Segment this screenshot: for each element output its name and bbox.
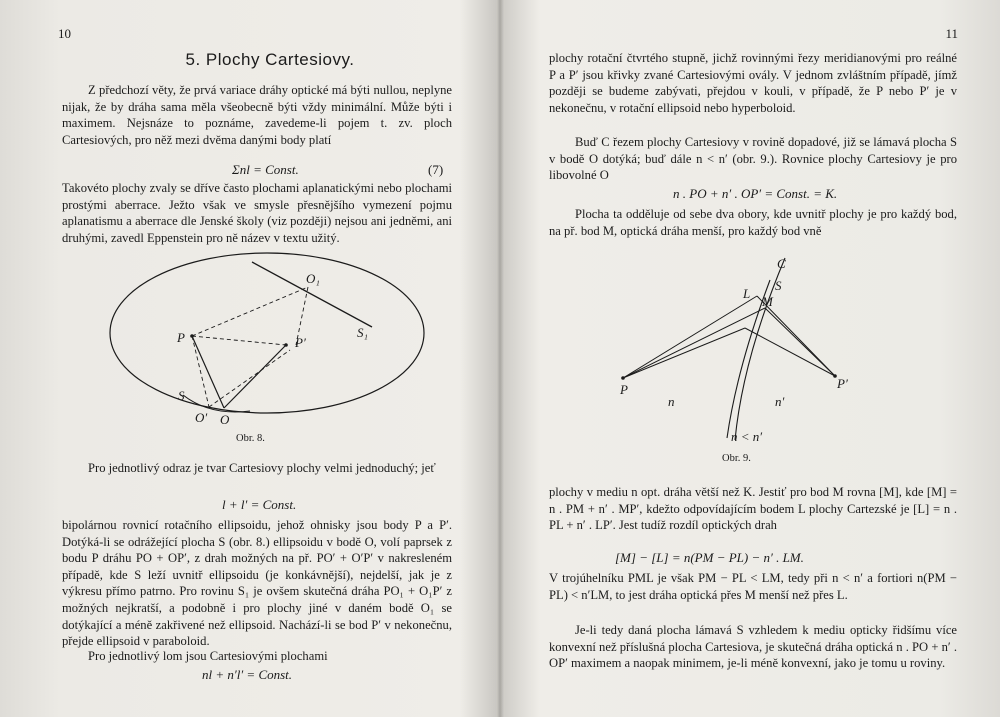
- paragraph: bipolárnou rovnicí rotačního ellipsoidu, jehož ohnisky jsou body P a P′. Dotýká-li se odrážející plocha S (obr. 8.) ellipsoidu v bodě O, volí paprsek z bodu P dráhu PO + OP′, z drah možných na př. PO′ + O′P′ v nakresleném případě, kde S leží uvnitř ellipsoidu (je konkávnější), nejdelší, jak je z výkresu přímo patrno. Pro rovinu S₁ je ovšem skutečná dráha PO₁ + O₁P′ z možných nejkratší, a podobně i pro plochy jiné v daném bodě O₁ se dotýkající a méně zakřivené než ellipsoid. Nachází-li se bod P′ v nekonečnu, přejde ellipsoid v paraboloid.: [62, 518, 452, 649]
- label-l: L: [743, 286, 751, 301]
- label-p: P: [620, 382, 628, 397]
- page-number: 10: [58, 26, 71, 41]
- equation-cartesian: n . PO + n′ . OP′ = Const. = K.: [673, 186, 838, 201]
- figure-8-caption: Obr. 8.: [236, 433, 265, 444]
- label-n: n: [668, 394, 675, 409]
- paragraph: plochy v mediu n opt. dráha větší než K. Jestiť pro bod M rovna [M], kde [M] = n . PM + n′ . MP′, kdežto odpovídajícím bodem L plochy Cartezské je [L] = n . PL + n′ . LP′. Jest tudíž rozdíl optických drah: [549, 485, 957, 533]
- equation-number: (7): [428, 162, 444, 177]
- label-s: S: [178, 388, 185, 403]
- paragraph: V trojúhelníku PML je však PM − PL < LM, tedy při n < n′ a fortiori n(PM − PL) < n′LM, to jest dráha optická přes M menší než přes L.: [549, 571, 957, 602]
- paragraph: Je-li tedy daná plocha lámavá S vzhledem k mediu opticky řidšímu více konvexní než příslušná plocha Cartesiova, je skutečná dráha optická n . PO + n′ . OP′ maximem a naopak minimem, je-li méně konvexní, jako je tomu u roviny.: [549, 623, 957, 671]
- label-o1: O₁: [306, 271, 320, 286]
- label-m: M: [762, 294, 773, 309]
- paragraph: Plocha ta odděluje od sebe dva obory, kde uvnitř plochy je pro každý bod, na př. bod M, optická dráha menší, pro každý bod vně: [549, 207, 957, 238]
- figure-8: [0, 250, 495, 450]
- paragraph: Pro jednotlivý odraz je tvar Cartesiovy plochy velmi jednoduchý; jeť: [88, 461, 436, 475]
- equation-refraction: nl + n′l′ = Const.: [202, 667, 293, 682]
- label-p-prime: P′: [295, 335, 306, 350]
- left-page: [0, 0, 495, 717]
- paragraph: plochy rotační čtvrtého stupně, jichž rovinnými řezy meridianovými pro reálné P a P′ jsou křivky zvané Cartesiovými ovály. V jednom zvláštním případě, jímž později se budeme zabývati, přejdou v kouli, v případě, že P nebo P′ je v nekonečnu, v rotační ellipsoid nebo hyperboloid.: [549, 51, 957, 115]
- label-o: O: [220, 412, 230, 427]
- figure-9-caption: Obr. 9.: [722, 453, 751, 464]
- label-s1: S₁: [357, 325, 369, 340]
- right-page: [505, 0, 1000, 717]
- page-number: 11: [945, 26, 958, 41]
- label-o-prime: O′: [195, 410, 208, 425]
- equation-difference: [M] − [L] = n(PM − PL) − n′ . LM.: [615, 550, 804, 565]
- figure-9: [505, 248, 1000, 468]
- label-s: S: [775, 278, 782, 293]
- equation-reflection: l + l′ = Const.: [222, 497, 297, 512]
- label-condition: n < n′: [731, 429, 763, 444]
- label-c: C: [777, 256, 786, 271]
- label-n-prime: n′: [775, 394, 785, 409]
- label-p-prime: P′: [837, 376, 848, 391]
- equation-7: Σnl = Const.: [232, 162, 299, 177]
- section-heading: 5. Plochy Cartesiovy.: [185, 50, 355, 69]
- paragraph: Pro jednotlivý lom jsou Cartesiovými plochami: [88, 649, 328, 663]
- label-p: P: [177, 330, 185, 345]
- paragraph: Z předchozí věty, že prvá variace dráhy optické má býti nullou, neplyne nijak, že by dráha sama měla všeobecně býti vždy minimální. Může býti i maximem. Nejsnáze to poznáme, zavedeme-li pojem t. zv. ploch Cartesiových, pro něž mezi dvěma danými body platí: [62, 83, 452, 147]
- paragraph: Takovéto plochy zvaly se dříve často plochami aplanatickými nebo plochami prostými aberrace. Ježto však ve smysle přesnějšího vymezení pojmu aplanatismu a aberrace dle Jenské školy (viz později) nejsou ani jedněmi, ani druhými, zavedl Eppenstein pro ně název v textu užitý.: [62, 181, 452, 245]
- paragraph: Buď C řezem plochy Cartesiovy v rovině dopadové, již se lámavá plocha S v bodě O dotýká; buď dále n < n′ (obr. 9.). Rovnice plochy Cartesiovy je pro libovolné O: [549, 135, 957, 183]
